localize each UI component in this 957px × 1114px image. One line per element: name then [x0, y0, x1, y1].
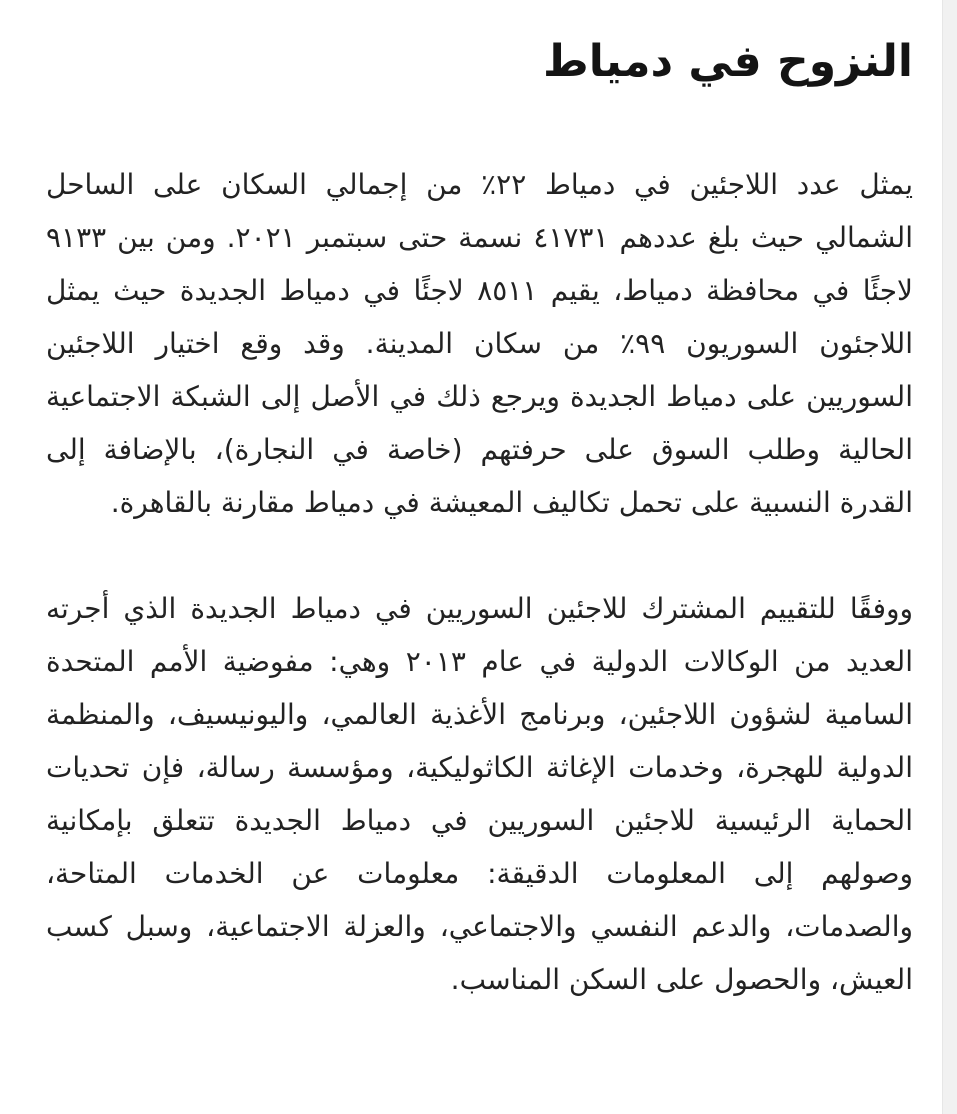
- article-paragraph: ووفقًا للتقييم المشترك للاجئين السوريين في دمياط الجديدة الذي أجرته العديد من الوكالات الدولية في عام ٢٠١٣ وهي: مفوضية الأمم المتحدة السامية لشؤون اللاجئين، وبرنامج الأغذية العالمي، واليونيسيف، والمنظمة الدولية للهجرة، وخدمات الإغاثة الكاثوليكية، ومؤسسة رسالة، فإن تحديات الحماية الرئيسية للاجئين السوريين في دمياط الجديدة تتعلق بإمكانية وصولهم إلى المعلومات الدقيقة: معلومات عن الخدمات المتاحة، والصدمات، والدعم النفسي والاجتماعي، والعزلة الاجتماعية، وسبل كسب العيش، والحصول على السكن المناسب.: [46, 592, 913, 996]
- page-title: النزوح في دمياط: [543, 36, 913, 87]
- article-paragraph: يمثل عدد اللاجئين في دمياط ٢٢٪ من إجمالي السكان على الساحل الشمالي حيث بلغ عددهم ٤١٧٣١ نسمة حتى سبتمبر ٢٠٢١. ومن بين ٩١٣٣ لاجئًا في محافظة دمياط، يقيم ٨٥١١ لاجئًا في دمياط الجديدة حيث يمثل اللاجئون السوريون ٩٩٪ من سكان المدينة. وقد وقع اختيار اللاجئين السوريين على دمياط الجديدة ويرجع ذلك في الأصل إلى الشبكة الاجتماعية الحالية وطلب السوق على حرفتهم (خاصة في النجارة)، بالإضافة إلى القدرة النسبية على تحمل تكاليف المعيشة في دمياط مقارنة بالقاهرة.: [46, 168, 913, 519]
- scrollbar[interactable]: [942, 0, 957, 1114]
